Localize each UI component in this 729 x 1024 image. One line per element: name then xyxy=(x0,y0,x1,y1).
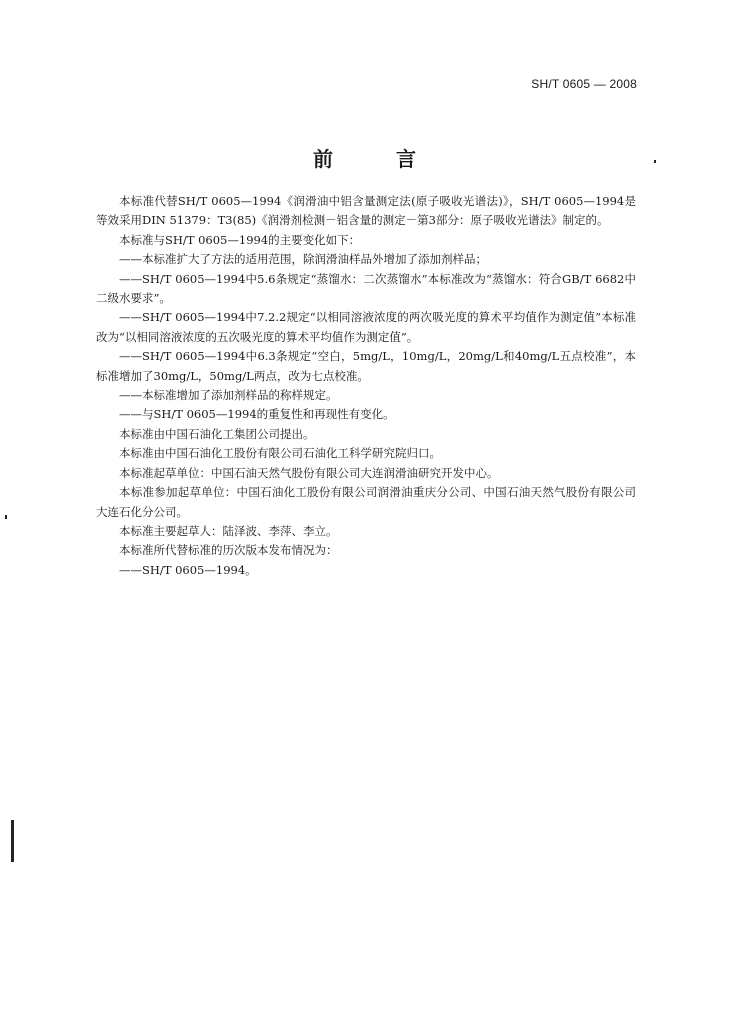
paragraph-3: ——本标准扩大了方法的适用范围，除润滑油样品外增加了添加剂样品； xyxy=(119,252,487,267)
paragraph-10: 本标准由中国石油化工股份有限公司石油化工科学研究院归口。 xyxy=(119,446,441,461)
paragraph-2: 本标准与SH/T 0605—1994的主要变化如下： xyxy=(119,232,361,247)
paragraph-9: 本标准由中国石油化工集团公司提出。 xyxy=(119,426,315,441)
paragraph-5: ——SH/T 0605—1994中7.2.2规定“以相同溶液浓度的两次吸光度的算术平均值作为测定值”本标准改为“以相同溶液浓度的五次吸光度的算术平均值作为测定值”。 xyxy=(96,310,636,344)
standard-code: SH/T 0605 — 2008 xyxy=(531,77,637,91)
paragraph-15: ——SH/T 0605—1994。 xyxy=(119,562,257,577)
paragraph-7: ——本标准增加了添加剂样品的称样规定。 xyxy=(119,388,338,403)
paragraph-13: 本标准主要起草人：陆泽波、李萍、李立。 xyxy=(119,523,338,538)
paragraph-4: ——SH/T 0605—1994中5.6条规定“蒸馏水：二次蒸馏水”本标准改为“蒸馏水：符合GB/T 6682中二级水要求”。 xyxy=(96,271,636,306)
scan-mark xyxy=(11,820,14,862)
foreword-body xyxy=(96,192,636,580)
paragraph-1: 本标准代替SH/T 0605—1994《润滑油中铝含量测定法(原子吸收光谱法)》，SH/T 0605—1994是等效采用DIN 51379：T3(85)《润滑剂检测－铝含量的测定－第3部分：原子吸收光谱法》制定的。 xyxy=(96,194,636,228)
paragraph-12: 本标准参加起草单位：中国石油化工股份有限公司润滑油重庆分公司、中国石油天然气股份有限公司大连石化分公司。 xyxy=(96,485,636,519)
paragraph-11: 本标准起草单位：中国石油天然气股份有限公司大连润滑油研究开发中心。 xyxy=(119,465,499,480)
scan-speck xyxy=(654,160,656,163)
paragraph-14: 本标准所代替标准的历次版本发布情况为： xyxy=(119,543,338,558)
page-title: 前 言 xyxy=(313,147,444,171)
paragraph-8: ——与SH/T 0605—1994的重复性和再现性有变化。 xyxy=(119,407,395,422)
scan-speck xyxy=(5,515,7,519)
paragraph-6: ——SH/T 0605—1994中6.3条规定“空白，5mg/L，10mg/L，20mg/L和40mg/L五点校准”，本标准增加了30mg/L，50mg/L两点，改为七点校准。 xyxy=(96,349,636,383)
